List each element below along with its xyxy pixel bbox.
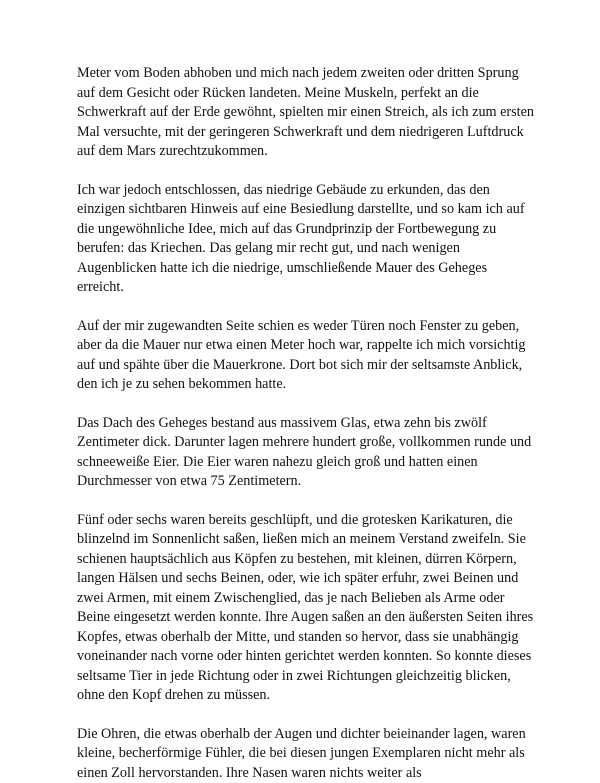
document-body bbox=[77, 64, 537, 783]
paragraph: Die Ohren, die etwas oberhalb der Augen und dichter beieinander lagen, waren kleine, becherförmige Fühler, die bei diesen jungen Exemplaren nicht mehr als einen Zoll hervorstanden. Ihre Nasen waren nichts weiter als bbox=[77, 725, 537, 783]
paragraph: Ich war jedoch entschlossen, das niedrige Gebäude zu erkunden, das den einzigen sichtbaren Hinweis auf eine Besiedlung darstellte, und so kam ich auf die ungewöhnliche Idee, mich auf das Grundprinzip der Fortbewegung zu berufen: das Kriechen. Das gelang mir recht gut, und nach wenigen Augenblicken hatte ich die niedrige, umschließende Mauer des Geheges erreicht. bbox=[77, 181, 537, 298]
paragraph: Auf der mir zugewandten Seite schien es weder Türen noch Fenster zu geben, aber da die Mauer nur etwa einen Meter hoch war, rappelte ich mich vorsichtig auf und spähte über die Mauerkrone. Dort bot sich mir der seltsamste Anblick, den ich je zu sehen bekommen hatte. bbox=[77, 317, 537, 395]
paragraph: Meter vom Boden abhoben und mich nach jedem zweiten oder dritten Sprung auf dem Gesicht oder Rücken landeten. Meine Muskeln, perfekt an die Schwerkraft auf der Erde gewöhnt, spielten mir einen Streich, als ich zum ersten Mal versuchte, mit der geringeren Schwerkraft und dem niedrigeren Luftdruck auf dem Mars zurechtzukommen. bbox=[77, 64, 537, 162]
paragraph: Fünf oder sechs waren bereits geschlüpft, und die grotesken Karikaturen, die blinzelnd im Sonnenlicht saßen, ließen mich an meinem Verstand zweifeln. Sie schienen hauptsächlich aus Köpfen zu bestehen, mit kleinen, dürren Körpern, langen Hälsen und sechs Beinen, oder, wie ich später erfuhr, zwei Beinen und zwei Armen, mit einem Zwischenglied, das je nach Belieben als Arme oder Beine eingesetzt werden konnte. Ihre Augen saßen an den äußersten Seiten ihres Kopfes, etwas oberhalb der Mitte, und standen so hervor, dass sie unabhängig voneinander nach vorne oder hinten gerichtet werden konnten. So konnte dieses seltsame Tier in jede Richtung oder in zwei Richtungen gleichzeitig blicken, ohne den Kopf drehen zu müssen. bbox=[77, 511, 537, 706]
paragraph: Das Dach des Geheges bestand aus massivem Glas, etwa zehn bis zwölf Zentimeter dick. Darunter lagen mehrere hundert große, vollkommen runde und schneeweiße Eier. Die Eier waren nahezu gleich groß und hatten einen Durchmesser von etwa 75 Zentimetern. bbox=[77, 414, 537, 492]
